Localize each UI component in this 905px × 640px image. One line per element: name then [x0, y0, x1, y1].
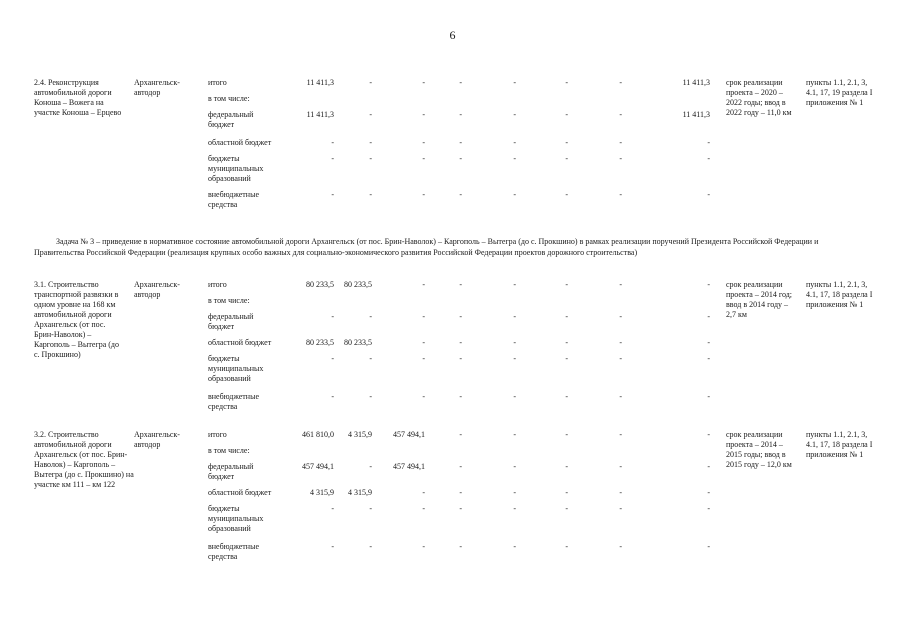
cell-municipal-4: -: [459, 504, 462, 513]
cell-federal-3: -: [422, 312, 425, 321]
cell-offbudget-1: -: [331, 542, 334, 551]
cell-total-5: -: [513, 430, 516, 439]
cell-regional-6: -: [565, 488, 568, 497]
cell-offbudget-6: -: [565, 392, 568, 401]
result-text: срок реализации проекта – 2014 год; ввод в 2014 году – 2,7 км: [726, 280, 792, 319]
cell-federal-6: -: [565, 110, 568, 119]
cell-total-1: 80 233,5: [306, 280, 334, 289]
cell-total-5: -: [513, 78, 516, 87]
cell-offbudget-7: -: [619, 542, 622, 551]
section-title: 3.1. Строительство транспортной развязки в одном уровне на 168 км автомобильной дороги Архангельск (от пос. Брин-Наволок) – Каргополь – Вытегра (до с. Прокшино): [34, 280, 120, 359]
cell-federal-5: -: [513, 462, 516, 471]
cell-municipal-7: -: [619, 354, 622, 363]
cell-municipal-6: -: [565, 154, 568, 163]
cell-total-3: 457 494,1: [393, 430, 425, 439]
cell-municipal-2: -: [369, 154, 372, 163]
cell-regional-4: -: [459, 488, 462, 497]
cell-municipal-5: -: [513, 504, 516, 513]
cell-municipal-7: -: [619, 154, 622, 163]
cell-total-8: -: [707, 280, 710, 289]
result-text: срок реализации проекта – 2014 – 2015 годы; ввод в 2015 году – 12,0 км: [726, 430, 792, 469]
cell-federal-4: -: [459, 462, 462, 471]
section-title: 3.2. Строительство автомобильной дороги Архангельск (от пос. Брин-Наволок) – Каргополь – Вытегра (до с. Прокшино) на участке км 111 – км 122: [34, 430, 134, 489]
executor: Архангельск-автодор: [134, 280, 180, 299]
cell-federal-3: -: [422, 110, 425, 119]
cell-regional-8: -: [707, 138, 710, 147]
cell-total-6: -: [565, 78, 568, 87]
cell-regional-6: -: [565, 338, 568, 347]
source-total: итого: [208, 280, 227, 289]
result-text: срок реализации проекта – 2020 – 2022 годы; ввод в 2022 году – 11,0 км: [726, 78, 792, 117]
cell-federal-8: -: [707, 462, 710, 471]
executor: Архангельск-автодор: [134, 430, 180, 449]
cell-municipal-1: -: [331, 504, 334, 513]
cell-regional-3: -: [422, 138, 425, 147]
cell-municipal-4: -: [459, 354, 462, 363]
cell-federal-1: 11 411,3: [306, 110, 334, 119]
cell-regional-4: -: [459, 138, 462, 147]
cell-offbudget-7: -: [619, 190, 622, 199]
cell-offbudget-4: -: [459, 190, 462, 199]
cell-federal-7: -: [619, 312, 622, 321]
cell-municipal-3: -: [422, 154, 425, 163]
cell-total-5: -: [513, 280, 516, 289]
cell-municipal-8: -: [707, 504, 710, 513]
cell-regional-3: -: [422, 488, 425, 497]
cell-total-8: -: [707, 430, 710, 439]
cell-municipal-4: -: [459, 154, 462, 163]
cell-total-6: -: [565, 430, 568, 439]
cell-offbudget-2: -: [369, 542, 372, 551]
cell-regional-2: 4 315,9: [348, 488, 372, 497]
cell-total-1: 11 411,3: [306, 78, 334, 87]
cell-federal-6: -: [565, 312, 568, 321]
cell-offbudget-2: -: [369, 392, 372, 401]
source-offbudget: внебюджетные средства: [208, 392, 259, 411]
cell-offbudget-3: -: [422, 392, 425, 401]
cell-offbudget-8: -: [707, 190, 710, 199]
cell-offbudget-5: -: [513, 392, 516, 401]
cell-federal-8: 11 411,3: [682, 110, 710, 119]
source-federal: федеральный бюджет: [208, 312, 254, 331]
cell-regional-6: -: [565, 138, 568, 147]
cell-total-2: -: [369, 78, 372, 87]
cell-regional-8: -: [707, 338, 710, 347]
cell-regional-7: -: [619, 488, 622, 497]
cell-municipal-1: -: [331, 154, 334, 163]
source-total: итого: [208, 430, 227, 439]
cell-total-1: 461 810,0: [302, 430, 334, 439]
source-offbudget: внебюджетные средства: [208, 542, 259, 561]
source-regional: областной бюджет: [208, 338, 272, 347]
cell-municipal-5: -: [513, 154, 516, 163]
cell-municipal-7: -: [619, 504, 622, 513]
cell-federal-5: -: [513, 110, 516, 119]
source-federal: федеральный бюджет: [208, 110, 254, 129]
cell-offbudget-4: -: [459, 542, 462, 551]
source-incl: в том числе:: [208, 296, 250, 305]
cell-municipal-3: -: [422, 354, 425, 363]
cell-regional-3: -: [422, 338, 425, 347]
cell-regional-7: -: [619, 138, 622, 147]
links-text: пункты 1.1, 2.1, 3, 4.1, 17, 19 раздела I приложения № 1: [806, 78, 873, 107]
cell-offbudget-5: -: [513, 190, 516, 199]
cell-municipal-2: -: [369, 504, 372, 513]
cell-municipal-8: -: [707, 154, 710, 163]
cell-total-2: 4 315,9: [348, 430, 372, 439]
cell-regional-7: -: [619, 338, 622, 347]
source-federal: федеральный бюджет: [208, 462, 254, 481]
cell-total-6: -: [565, 280, 568, 289]
cell-federal-7: -: [619, 110, 622, 119]
cell-regional-5: -: [513, 138, 516, 147]
cell-offbudget-3: -: [422, 190, 425, 199]
cell-federal-1: 457 494,1: [302, 462, 334, 471]
source-offbudget: внебюджетные средства: [208, 190, 259, 209]
page-number: 6: [449, 28, 456, 42]
cell-total-4: -: [459, 280, 462, 289]
cell-regional-2: -: [369, 138, 372, 147]
section-title: 2.4. Реконструкция автомобильной дороги Коноша – Вожега на участке Коноша – Ерцево: [34, 78, 122, 117]
cell-total-4: -: [459, 78, 462, 87]
cell-federal-5: -: [513, 312, 516, 321]
cell-offbudget-8: -: [707, 542, 710, 551]
cell-offbudget-8: -: [707, 392, 710, 401]
source-total: итого: [208, 78, 227, 87]
cell-total-2: 80 233,5: [344, 280, 372, 289]
cell-federal-3: 457 494,1: [393, 462, 425, 471]
source-municipal: бюджеты муниципальных образований: [208, 154, 264, 183]
cell-federal-1: -: [331, 312, 334, 321]
cell-total-3: -: [422, 78, 425, 87]
source-municipal: бюджеты муниципальных образований: [208, 504, 264, 533]
cell-regional-5: -: [513, 338, 516, 347]
cell-regional-4: -: [459, 338, 462, 347]
cell-federal-8: -: [707, 312, 710, 321]
cell-offbudget-1: -: [331, 392, 334, 401]
cell-regional-1: 4 315,9: [310, 488, 334, 497]
cell-total-7: -: [619, 280, 622, 289]
cell-municipal-3: -: [422, 504, 425, 513]
cell-regional-8: -: [707, 488, 710, 497]
cell-offbudget-1: -: [331, 190, 334, 199]
cell-municipal-8: -: [707, 354, 710, 363]
cell-offbudget-6: -: [565, 190, 568, 199]
cell-offbudget-4: -: [459, 392, 462, 401]
cell-regional-2: 80 233,5: [344, 338, 372, 347]
cell-offbudget-7: -: [619, 392, 622, 401]
cell-federal-2: -: [369, 110, 372, 119]
cell-federal-2: -: [369, 312, 372, 321]
cell-total-4: -: [459, 430, 462, 439]
cell-federal-6: -: [565, 462, 568, 471]
cell-total-7: -: [619, 430, 622, 439]
source-municipal: бюджеты муниципальных образований: [208, 354, 264, 383]
cell-offbudget-2: -: [369, 190, 372, 199]
cell-offbudget-5: -: [513, 542, 516, 551]
cell-regional-5: -: [513, 488, 516, 497]
cell-municipal-5: -: [513, 354, 516, 363]
cell-regional-1: -: [331, 138, 334, 147]
cell-municipal-2: -: [369, 354, 372, 363]
source-incl: в том числе:: [208, 446, 250, 455]
cell-offbudget-3: -: [422, 542, 425, 551]
cell-regional-1: 80 233,5: [306, 338, 334, 347]
cell-federal-4: -: [459, 312, 462, 321]
source-incl: в том числе:: [208, 94, 250, 103]
cell-offbudget-6: -: [565, 542, 568, 551]
links-text: пункты 1.1, 2.1, 3, 4.1, 17, 18 раздела I приложения № 1: [806, 430, 873, 459]
cell-total-7: -: [619, 78, 622, 87]
cell-federal-4: -: [459, 110, 462, 119]
executor: Архангельск-автодор: [134, 78, 180, 97]
cell-municipal-1: -: [331, 354, 334, 363]
cell-municipal-6: -: [565, 504, 568, 513]
links-text: пункты 1.1, 2.1, 3, 4.1, 17, 18 раздела I приложения № 1: [806, 280, 873, 309]
cell-federal-2: -: [369, 462, 372, 471]
task-3-heading: Задача № 3 – приведение в нормативное состояние автомобильной дороги Архангельск (от пос. Брин-Наволок) – Каргополь – Вытегра (до с. Прокшино) в рамках реализации поручений Президента Российской Федерации и Правительства Российской Федерации (реализация крупных особо важных для социально-экономического развития Российской Федерации проектов дорожного строительства): [34, 237, 819, 257]
cell-federal-7: -: [619, 462, 622, 471]
source-regional: областной бюджет: [208, 138, 272, 147]
cell-municipal-6: -: [565, 354, 568, 363]
cell-total-8: 11 411,3: [682, 78, 710, 87]
source-regional: областной бюджет: [208, 488, 272, 497]
cell-total-3: -: [422, 280, 425, 289]
